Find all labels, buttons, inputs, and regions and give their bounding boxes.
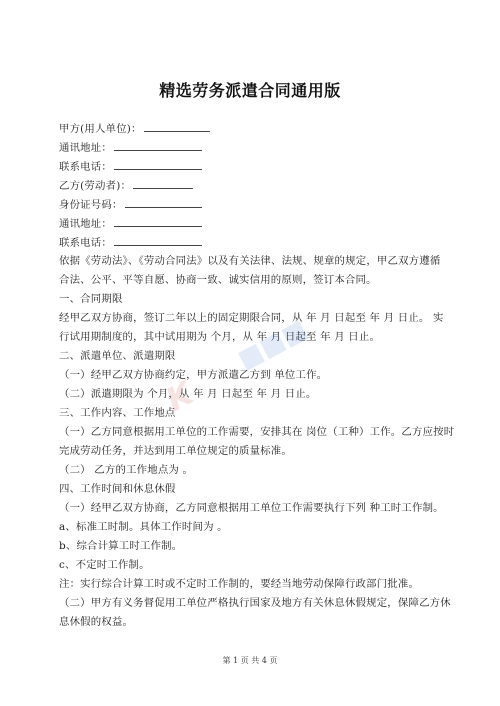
watermark-mark-right: ■■■	[232, 314, 313, 376]
fill-blank[interactable]	[114, 140, 202, 151]
document-title: 精选劳务派遣合同通用版	[159, 81, 341, 100]
page-number: 第 1 页 共 4 页	[222, 656, 278, 665]
paragraph-line: c、不定时工作制。	[59, 559, 150, 571]
paragraph-line: （二） 乙方的工作地点为 。	[59, 464, 194, 476]
party-line-employee-phone	[59, 235, 449, 250]
party-line-employee-address	[59, 216, 449, 231]
party-label: 通讯地址：	[59, 218, 112, 230]
party-label: 甲方(用人单位)：	[59, 123, 142, 135]
party-line-employer-address	[59, 140, 449, 155]
party-line-id-number	[59, 197, 449, 212]
paragraph-line: a、标准工时制。具体工作时间为 。	[59, 521, 228, 533]
party-label: 联系电话：	[59, 237, 112, 249]
fill-blank[interactable]	[114, 235, 202, 246]
fill-blank[interactable]	[114, 159, 202, 170]
paragraph-line: b、综合计算工时工作制。	[59, 540, 183, 552]
fill-blank[interactable]	[114, 216, 202, 227]
paragraph-line: （一）经甲乙双方协商，乙方同意根据用工单位工作需要执行下列 种工时工作制。	[59, 502, 444, 514]
party-line-employer-phone	[59, 159, 449, 174]
party-label: 通讯地址：	[59, 142, 112, 154]
section-heading: 四、工作时间和休息休假	[59, 483, 176, 495]
section-heading: 三、工作内容、工作地点	[59, 407, 176, 419]
paragraph-line: 合法、公平、平等自愿、协商一致、诚实信用的原则，签订本合同。	[59, 274, 377, 286]
party-line-employee	[59, 178, 449, 193]
paragraph-line: 行试用期制度的，其中试用期为 个月，从 年 月 日起至 年 月 日止。	[59, 331, 381, 343]
watermark-mark-left: K	[159, 373, 200, 420]
paragraph-line: 注：实行综合计算工时或不定时工作制的，要经当地劳动保障行政部门批准。	[59, 578, 420, 590]
paragraph-line: 息休假的权益。	[59, 616, 134, 628]
paragraph-line: 经甲乙双方协商，签订二年以上的固定期限合同，从 年 月 日起至 年 月 日止。 实	[59, 312, 444, 324]
section-heading: 一、合同期限	[59, 293, 123, 305]
party-line-employer	[59, 121, 449, 136]
party-label: 身份证号码：	[59, 199, 123, 211]
party-label: 联系电话：	[59, 161, 112, 173]
fill-blank[interactable]	[125, 197, 202, 208]
paragraph-line: 依据《劳动法》、《劳动合同法》以及有关法律、法规、规章的规定，甲乙双方遵循	[59, 255, 441, 267]
paragraph-line: （二）派遣期限为 个月，从 年 月 日起至 年 月 日止。	[59, 388, 317, 400]
paragraph-line: （二）甲方有义务督促用工单位严格执行国家及地方有关休息休假规定，保障乙方休	[59, 597, 451, 609]
party-label: 乙方(劳动者)：	[59, 180, 132, 192]
fill-blank[interactable]	[133, 178, 193, 189]
paragraph-line: 完成劳动任务，并达到用工单位规定的质量标准。	[59, 445, 292, 457]
section-heading: 二、派遣单位、派遣期限	[59, 350, 176, 362]
paragraph-line: （一）乙方同意根据用工单位的工作需要，安排其在 岗位（工种）工作。乙方应按时	[59, 426, 455, 438]
fill-blank[interactable]	[144, 121, 210, 132]
paragraph-line: （一）经甲乙双方协商约定，甲方派遣乙方到 单位工作。	[59, 369, 328, 381]
